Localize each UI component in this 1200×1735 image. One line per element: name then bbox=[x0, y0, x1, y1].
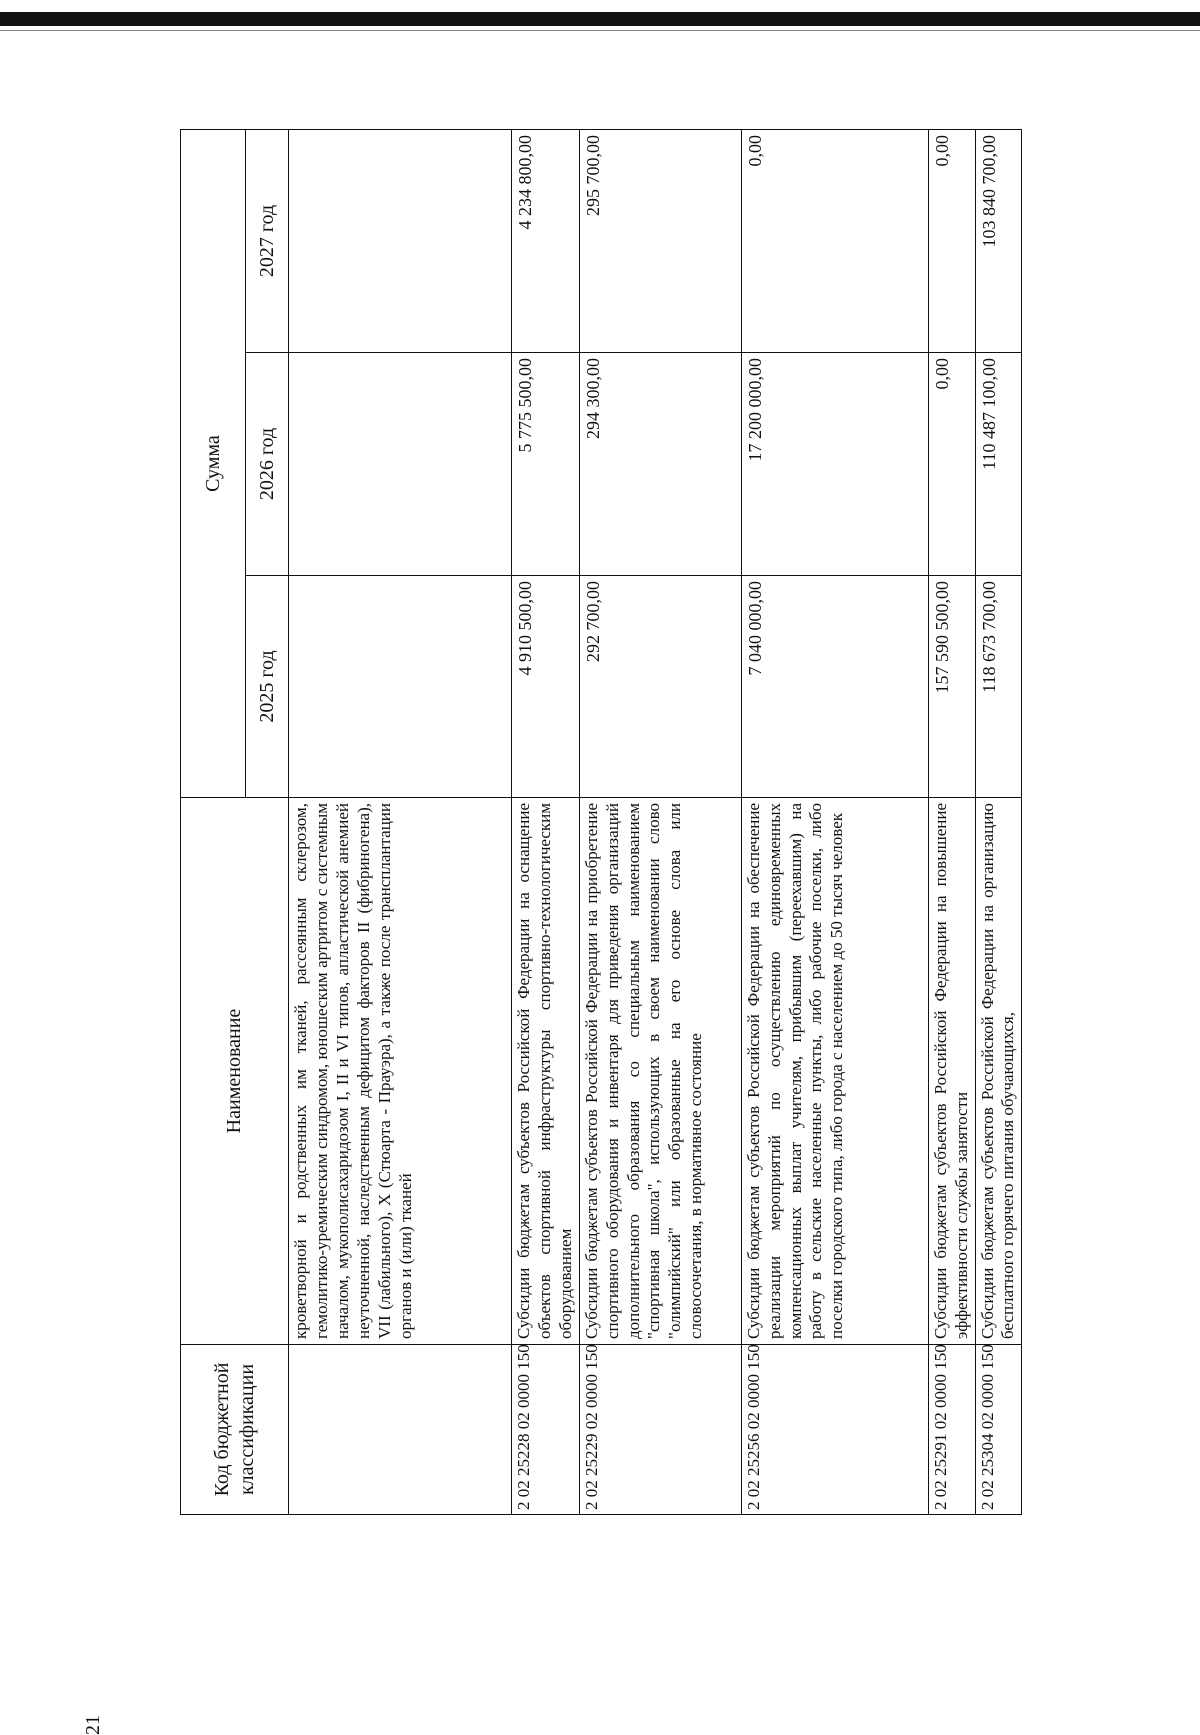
row-2025: 7 040 000,00 bbox=[741, 576, 928, 798]
row-name: Субсидии бюджетам субъектов Российской Федерации на повышение эффективности службы занятости bbox=[928, 798, 975, 1345]
table-row bbox=[741, 130, 928, 1515]
row-2027: 0,00 bbox=[741, 130, 928, 353]
row-code: 2 02 25304 02 0000 150 bbox=[975, 1345, 1022, 1515]
row-code: 2 02 25291 02 0000 150 bbox=[928, 1345, 975, 1515]
row-2027: 103 840 700,00 bbox=[975, 130, 1022, 353]
row-2026: 0,00 bbox=[928, 353, 975, 576]
header-year-2025: 2025 год bbox=[246, 576, 289, 798]
row-name: Субсидии бюджетам субъектов Российской Федерации на оснащение объектов спортивной инфраструктуры спортивно-технологическим оборудованием bbox=[512, 798, 580, 1345]
table-row bbox=[289, 130, 512, 1515]
header-code: Код бюджетной классификации bbox=[181, 1345, 289, 1515]
table-row bbox=[579, 130, 741, 1515]
row-name: Субсидии бюджетам субъектов Российской Федерации на организацию бесплатного горячего питания обучающихся, bbox=[975, 798, 1022, 1345]
row-code: 2 02 25229 02 0000 150 bbox=[579, 1345, 741, 1515]
row-2027: 4 234 800,00 bbox=[512, 130, 580, 353]
row-code: 2 02 25228 02 0000 150 bbox=[512, 1345, 580, 1515]
row-2027: 295 700,00 bbox=[579, 130, 741, 353]
row-2025: 4 910 500,00 bbox=[512, 576, 580, 798]
row-code: 2 02 25256 02 0000 150 bbox=[741, 1345, 928, 1515]
rotated-page-content bbox=[82, 130, 1068, 1735]
row-2025: 292 700,00 bbox=[579, 576, 741, 798]
row-2025: 157 590 500,00 bbox=[928, 576, 975, 798]
row-2026: 294 300,00 bbox=[579, 353, 741, 576]
header-name: Наименование bbox=[181, 798, 289, 1345]
header-year-2027: 2027 год bbox=[246, 130, 289, 353]
row-name: Субсидии бюджетам субъектов Российской Федерации на обеспечение реализации мероприятий по осуществлению единовременных компенсационных выплат учителям, прибывшим (переехавшим) на работу в сельские населенные пункты, либо рабочие поселки, либо поселки городского типа, либо города с населением до 50 тысяч человек bbox=[741, 798, 928, 1345]
table-row bbox=[512, 130, 580, 1515]
header-sum: Сумма bbox=[181, 130, 246, 798]
row-name: кроветворной и родственных им тканей, рассеянным склерозом, гемолитико-уремическим синдромом, юношеским артритом с системным началом, мукополисахаридозом I, II и VI типов, апластической анемией неуточненной, наследственным дефицитом факторов II (фибриногена), VII (лабильного), X (Стюарта - Прауэра), а также после трансплантации органов и (или) тканей bbox=[289, 798, 512, 1345]
table-row bbox=[975, 130, 1022, 1515]
row-2025: 118 673 700,00 bbox=[975, 576, 1022, 798]
header-year-2026: 2026 год bbox=[246, 353, 289, 576]
row-2027 bbox=[289, 130, 512, 353]
table-row bbox=[928, 130, 975, 1515]
row-2027: 0,00 bbox=[928, 130, 975, 353]
row-2026: 110 487 100,00 bbox=[975, 353, 1022, 576]
page-number: 21 bbox=[82, 1715, 104, 1735]
scan-top-line bbox=[0, 30, 1200, 31]
row-2025 bbox=[289, 576, 512, 798]
row-name: Субсидии бюджетам субъектов Российской Федерации на приобретение спортивного оборудования и инвентаря для приведения организаций дополнительного образования со специальным наименованием "спортивная школа", использующих в своем наименовании слово "олимпийский" или образованные на его основе слова или словосочетания, в нормативное состояние bbox=[579, 798, 741, 1345]
row-2026 bbox=[289, 353, 512, 576]
row-code bbox=[289, 1345, 512, 1515]
scan-top-border bbox=[0, 12, 1200, 26]
row-2026: 17 200 000,00 bbox=[741, 353, 928, 576]
budget-table bbox=[180, 129, 1022, 1515]
row-2026: 5 775 500,00 bbox=[512, 353, 580, 576]
